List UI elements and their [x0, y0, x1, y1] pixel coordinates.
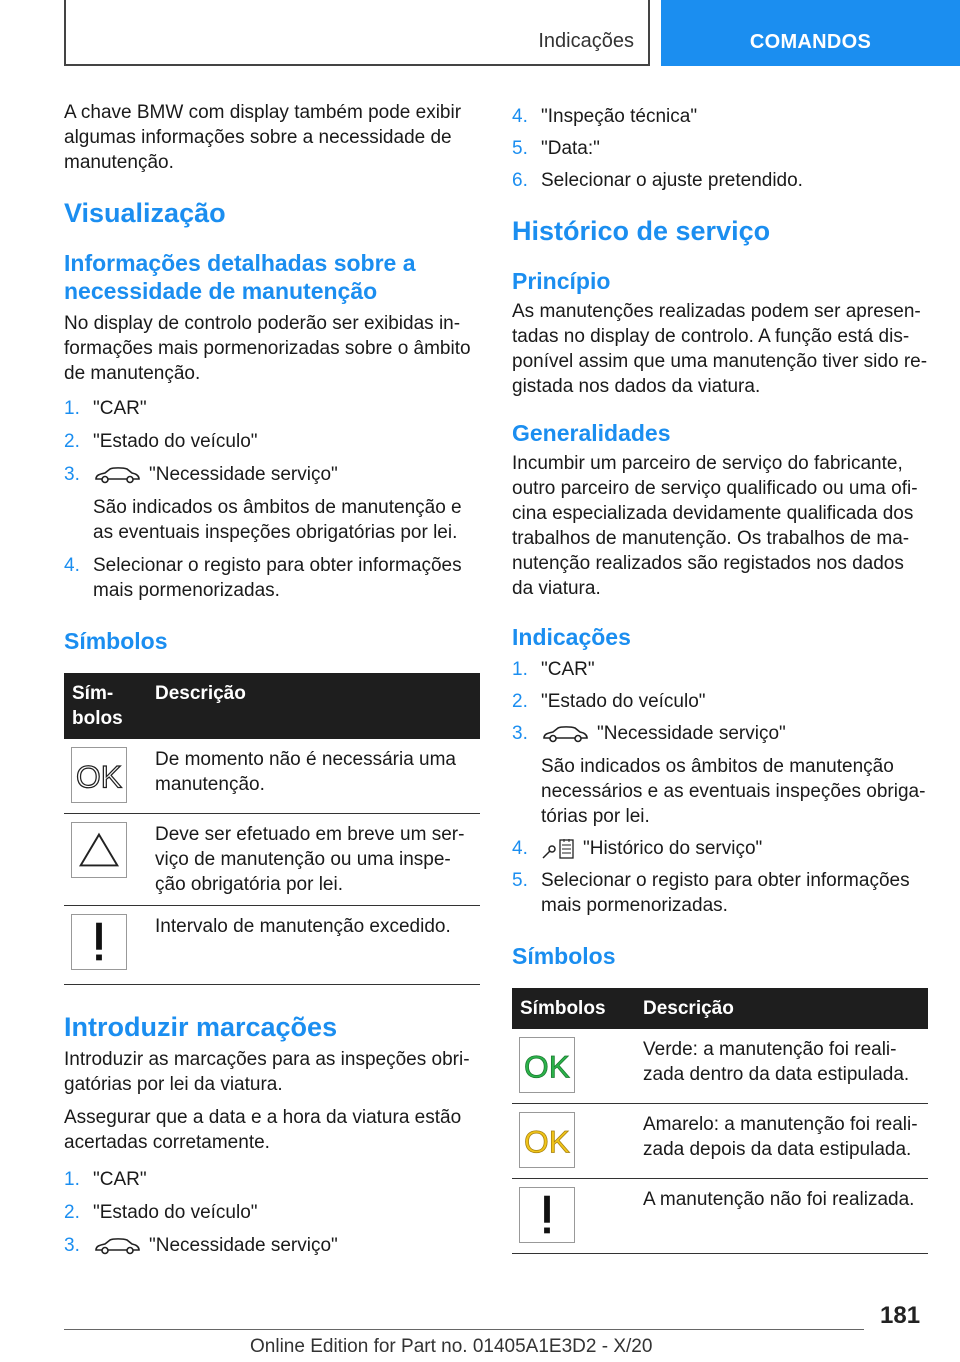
- symbol-description: Amarelo: a manutenção foi realizada depois da data estipulada.: [635, 1104, 928, 1179]
- step-number: 6.: [512, 170, 528, 191]
- step-number: 2.: [64, 1202, 80, 1223]
- footer-edition: Online Edition for Part no. 01405A1E3D2 - X/20: [250, 1336, 653, 1357]
- car-service-icon: [93, 466, 141, 484]
- footer-divider: [64, 1329, 864, 1330]
- symbol-cell: [512, 1029, 635, 1104]
- heading-indicacoes: Indicações: [512, 624, 631, 650]
- step-text: Selecionar o ajuste pretendido.: [541, 170, 803, 191]
- step-subtext: São indicados os âmbitos de manutenção necessários e as eventuais inspeções obrigatórias por lei.: [541, 756, 926, 827]
- step-text: "Estado do veículo": [541, 691, 706, 712]
- table-row: [512, 1104, 928, 1179]
- symbol-description: A manutenção não foi realizada.: [635, 1179, 928, 1254]
- steps-list-3: [512, 657, 928, 918]
- step-number: 1.: [64, 1169, 80, 1190]
- enter-paragraph-2: Assegurar que a data e a hora da viatura estão acertadas corretamente.: [64, 1107, 462, 1153]
- symbol-description: Deve ser efetuado em breve um serviço de manutenção ou uma inspeção obrigatória por lei.: [147, 814, 480, 906]
- table-row: [512, 1179, 928, 1254]
- info-paragraph: No display de controlo poderão ser exibidas informações mais pormenorizadas sobre o âmbito de manutenção.: [64, 313, 471, 384]
- step-text: "CAR": [93, 1169, 147, 1190]
- list-item: [512, 168, 928, 193]
- symbols-table-right: [512, 988, 928, 1254]
- header-chapter-tab: [661, 0, 960, 66]
- step-text: "Estado do veículo": [93, 1202, 258, 1223]
- step-number: 4.: [64, 555, 80, 576]
- list-item: [512, 836, 928, 861]
- table-header-row: [512, 988, 928, 1029]
- header-section-label: Indicações: [538, 30, 634, 52]
- table-header-symbols: Símbolos: [512, 988, 635, 1029]
- step-body: [93, 1233, 480, 1258]
- car-service-icon: [541, 725, 589, 743]
- step-text: Selecionar o registo para obter informações mais pormenorizadas.: [93, 555, 462, 601]
- header-chapter-label: COMANDOS: [749, 31, 872, 53]
- step-number: 2.: [512, 691, 528, 712]
- list-item: [64, 553, 480, 603]
- ok-white-icon: [71, 747, 127, 803]
- step-text: "Necessidade serviço": [149, 1235, 338, 1256]
- exclamation-icon: [519, 1187, 575, 1243]
- step-text: "CAR": [93, 398, 147, 419]
- ok-yellow-icon: [519, 1112, 575, 1168]
- step-number: 4.: [512, 106, 528, 127]
- left-column: [64, 100, 480, 1258]
- step-text: "Estado do veículo": [93, 431, 258, 452]
- page-number: 181: [880, 1302, 921, 1329]
- heading-informacoes: Informações detalhadas sobre a necessidade de manutenção: [64, 250, 416, 304]
- list-item: [64, 462, 480, 545]
- step-number: 3.: [64, 464, 80, 485]
- table-row: [64, 739, 480, 814]
- list-item: [64, 1167, 480, 1192]
- step-number: 5.: [512, 870, 528, 891]
- heading-simbolos: Símbolos: [64, 628, 168, 654]
- list-item: [512, 689, 928, 714]
- ok-green-icon: [519, 1037, 575, 1093]
- heading-introduzir: Introduzir marcações: [64, 1012, 338, 1042]
- symbol-cell: [512, 1104, 635, 1179]
- step-body: [541, 721, 928, 829]
- right-column: [512, 104, 928, 1254]
- table-header-symbols: Símbolos: [64, 673, 147, 739]
- symbol-cell: [64, 814, 147, 906]
- heading-visualizacao: Visualização: [64, 198, 226, 228]
- svg-text:OK: OK: [524, 1123, 570, 1160]
- table-header-description: Descrição: [635, 988, 928, 1029]
- header-section-tab: [64, 0, 650, 66]
- step-number: 3.: [64, 1235, 80, 1256]
- step-subtext: São indicados os âmbitos de manutenção e as eventuais inspeções obrigatórias por lei.: [93, 497, 462, 543]
- heading-principio: Princípio: [512, 268, 611, 294]
- step-body: [93, 462, 480, 545]
- symbol-cell: [512, 1179, 635, 1254]
- step-number: 1.: [512, 659, 528, 680]
- step-text: "Inspeção técnica": [541, 106, 698, 127]
- step-number: 1.: [64, 398, 80, 419]
- symbols-table-left: [64, 673, 480, 985]
- enter-paragraph-1: Introduzir as marcações para as inspeções obrigatórias por lei da viatura.: [64, 1049, 470, 1095]
- heading-simbolos-2: Símbolos: [512, 943, 616, 969]
- table-header-row: [64, 673, 480, 739]
- table-row: [512, 1029, 928, 1104]
- steps-list-0: [512, 104, 928, 193]
- principio-paragraph: As manutenções realizadas podem ser apresentadas no display de controlo. A função está disponível assim que uma manutenção tiver sido registada nos dados da viatura.: [512, 301, 928, 397]
- list-item: [512, 104, 928, 129]
- step-text: "Necessidade serviço": [149, 464, 338, 485]
- list-item: [512, 136, 928, 161]
- step-text: "CAR": [541, 659, 595, 680]
- steps-list-2: [64, 1167, 480, 1258]
- step-text: "Data:": [541, 138, 600, 159]
- list-item: [64, 1200, 480, 1225]
- step-text: "Necessidade serviço": [597, 723, 786, 744]
- car-service-icon: [93, 1237, 141, 1255]
- step-body: [541, 836, 928, 861]
- table-row: [64, 906, 480, 985]
- exclamation-icon: [71, 914, 127, 970]
- list-item: [64, 1233, 480, 1258]
- svg-text:OK: OK: [524, 1048, 570, 1085]
- step-number: 2.: [64, 431, 80, 452]
- table-row: [64, 814, 480, 906]
- steps-list-1: [64, 396, 480, 603]
- warning-triangle-icon: [71, 822, 127, 878]
- step-number: 5.: [512, 138, 528, 159]
- symbol-description: Intervalo de manutenção excedido.: [147, 906, 480, 985]
- intro-paragraph: A chave BMW com display também pode exibir algumas informações sobre a necessidade de manutenção.: [64, 102, 462, 173]
- list-item: [512, 721, 928, 829]
- service-history-icon: [541, 838, 575, 860]
- generalidades-paragraph: Incumbir um parceiro de serviço do fabricante, outro parceiro de serviço qualificado ou uma oficina especializada devidamente qualificada dos trabalhos de manutenção. Os trabalhos de manutenção realizados são registados nos dados da viatura.: [512, 453, 918, 599]
- heading-generalidades: Generalidades: [512, 420, 671, 446]
- svg-text:OK: OK: [76, 758, 122, 795]
- list-item: [64, 396, 480, 421]
- table-header-description: Descrição: [147, 673, 480, 739]
- step-number: 3.: [512, 723, 528, 744]
- list-item: [512, 657, 928, 682]
- symbol-description: Verde: a manutenção foi realizada dentro da data estipulada.: [635, 1029, 928, 1104]
- symbol-cell: [64, 906, 147, 985]
- heading-historico: Histórico de serviço: [512, 216, 771, 246]
- step-number: 4.: [512, 838, 528, 859]
- step-text: Selecionar o registo para obter informações mais pormenorizadas.: [541, 870, 910, 916]
- list-item: [512, 868, 928, 918]
- symbol-cell: [64, 739, 147, 814]
- symbol-description: De momento não é necessária uma manutenção.: [147, 739, 480, 814]
- step-text: "Histórico do serviço": [583, 838, 763, 859]
- list-item: [64, 429, 480, 454]
